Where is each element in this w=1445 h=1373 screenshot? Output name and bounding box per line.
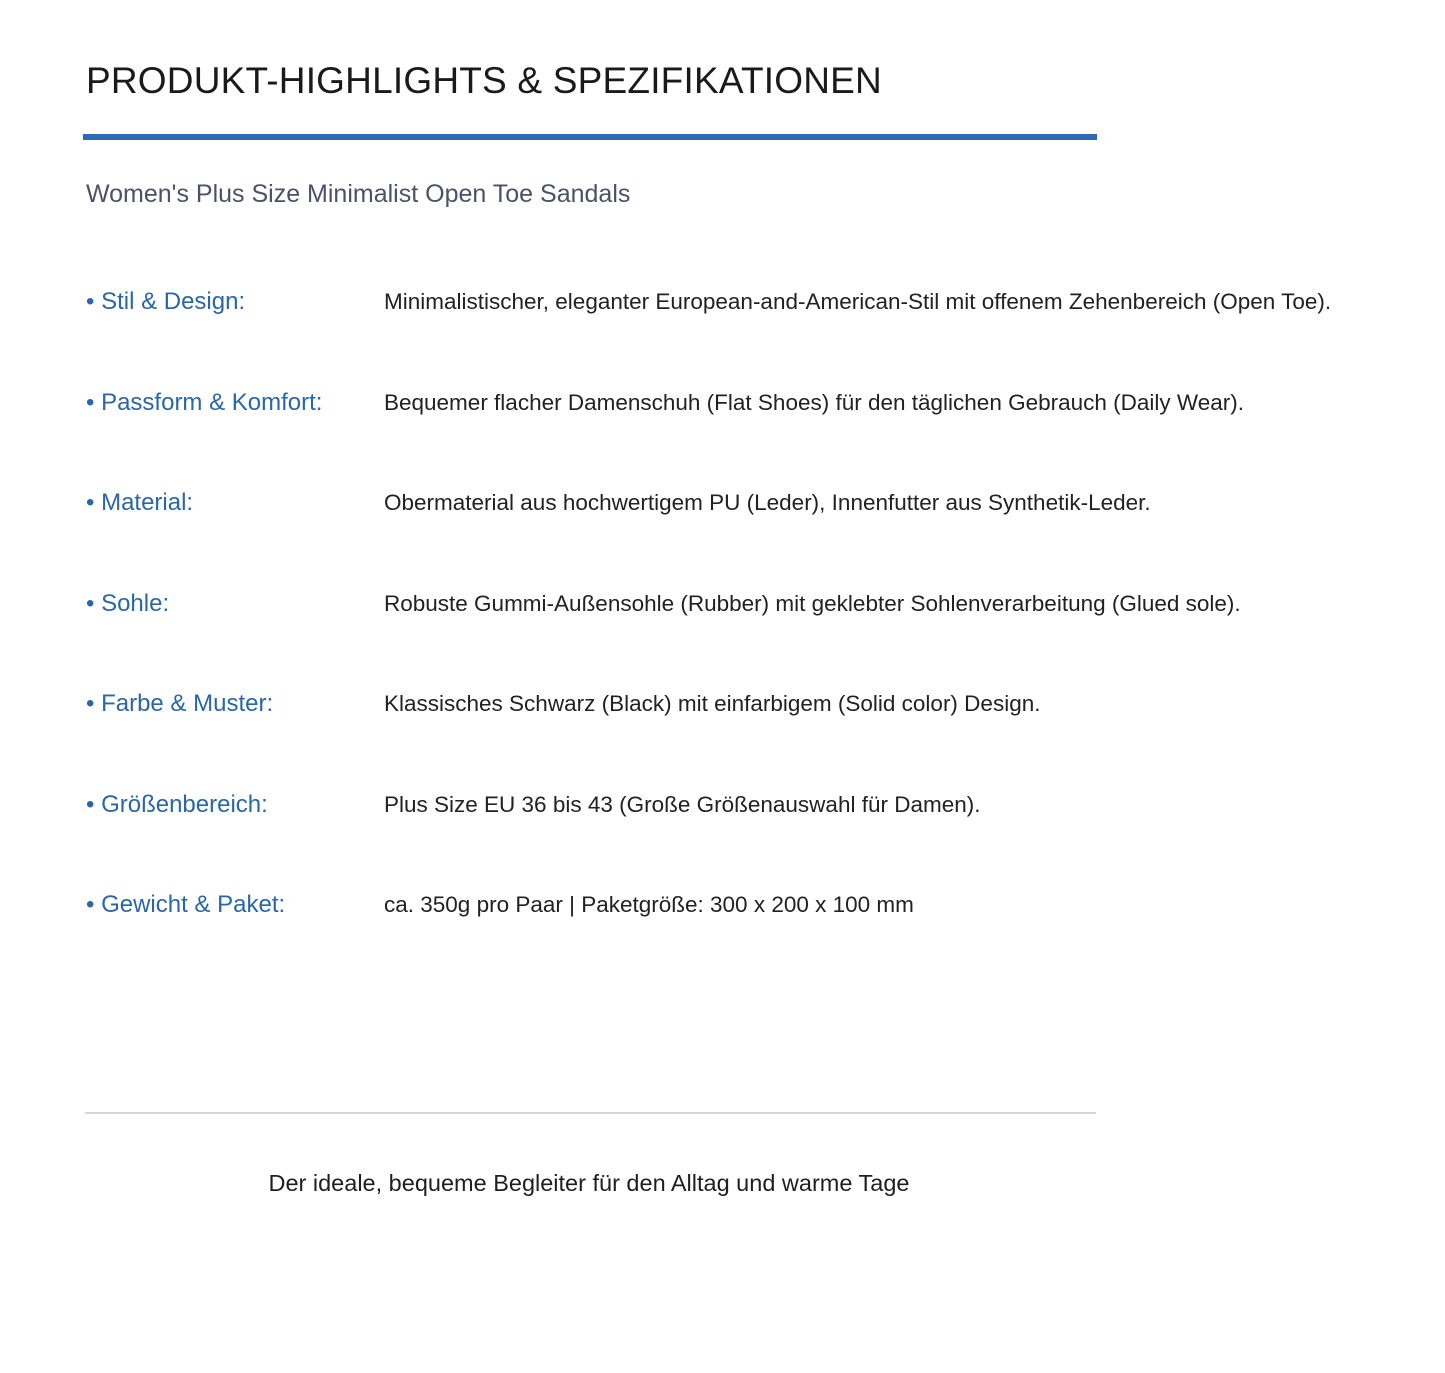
- spec-label: • Sohle:: [86, 589, 170, 617]
- spec-row-weight-package: [86, 885, 1436, 986]
- spec-label: • Gewicht & Paket:: [86, 891, 286, 918]
- spec-label: • Farbe & Muster:: [86, 690, 274, 717]
- spec-value: Obermaterial aus hochwertigem PU (Leder), Innenfutter aus Synthetik-Leder.: [384, 490, 1151, 515]
- title-underline: [83, 134, 1097, 140]
- spec-label: • Passform & Komfort:: [86, 388, 323, 416]
- product-name: Women's Plus Size Minimalist Open Toe Sandals: [86, 180, 631, 208]
- spec-row-material: [86, 483, 1436, 584]
- spec-label: • Material:: [86, 489, 194, 516]
- spec-value: Plus Size EU 36 bis 43 (Große Größenauswahl für Damen).: [384, 791, 981, 817]
- spec-row-sole: [86, 584, 1436, 685]
- spec-row-fit-comfort: [86, 383, 1436, 484]
- page-title: PRODUKT-HIGHLIGHTS & SPEZIFIKATIONEN: [86, 60, 882, 101]
- spec-label: • Größenbereich:: [86, 790, 268, 818]
- footer-divider: [85, 1112, 1096, 1114]
- spec-value: Minimalistischer, eleganter European-and-American-Stil mit offenem Zehenbereich (Open Toe).: [384, 289, 1332, 314]
- footer-tagline: Der ideale, bequeme Begleiter für den Alltag und warme Tage: [268, 1170, 910, 1196]
- spec-row-color-pattern: [86, 684, 1436, 785]
- spec-list: [86, 282, 1436, 986]
- spec-value: Klassisches Schwarz (Black) mit einfarbigem (Solid color) Design.: [384, 691, 1041, 716]
- spec-value: Bequemer flacher Damenschuh (Flat Shoes) für den täglichen Gebrauch (Daily Wear).: [384, 389, 1244, 415]
- spec-value: Robuste Gummi-Außensohle (Rubber) mit geklebter Sohlenverarbeitung (Glued sole).: [384, 590, 1241, 616]
- spec-value: ca. 350g pro Paar | Paketgröße: 300 x 200 x 100 mm: [384, 892, 914, 917]
- spec-row-size-range: [86, 785, 1436, 886]
- spec-row-style-design: [86, 282, 1436, 383]
- spec-label: • Stil & Design:: [86, 288, 246, 315]
